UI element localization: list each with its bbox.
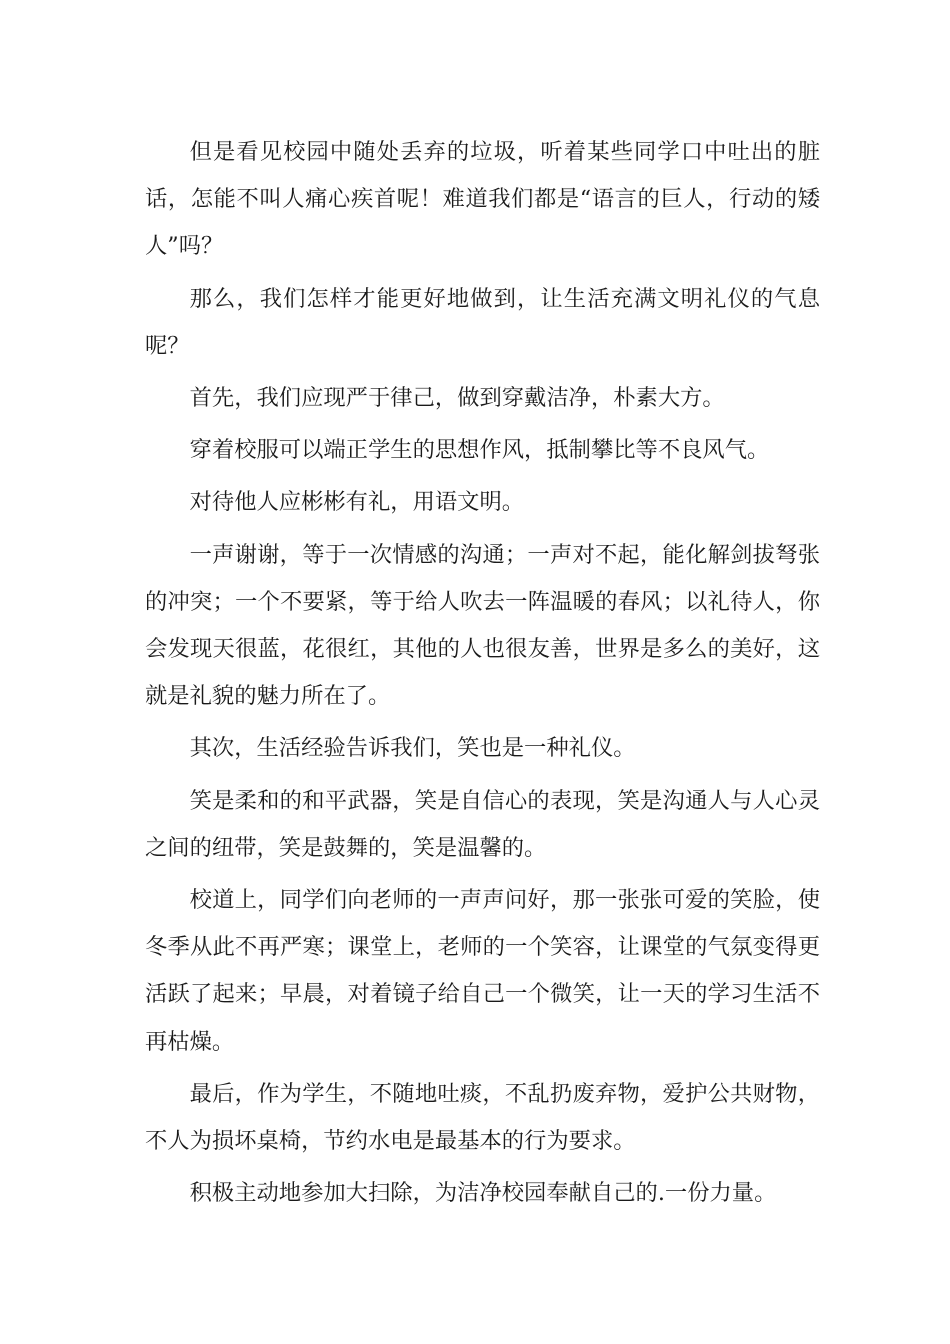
paragraph-6: 一声谢谢，等于一次情感的沟通；一声对不起，能化解剑拔弩张的冲突；一个不要紧，等于给人吹去一阵温暖的春风；以礼待人，你会发现天很蓝，花很红，其他的人也很友善，世界是多么的美好，这就是礼貌的魅力所在了。 [145,541,820,710]
paragraph-2: 那么，我们怎样才能更好地做到，让生活充满文明礼仪的气息呢？ [145,285,820,359]
paragraph-11: 积极主动地参加大扫除，为洁净校园奉献自己的.一份力量。 [189,1180,777,1207]
paragraph-7: 其次，生活经验告诉我们，笑也是一种礼仪。 [189,735,636,762]
paragraph-9: 校道上，同学们向老师的一声声问好，那一张张可爱的笑脸，使冬季从此不再严寒；课堂上，老师的一个笑容，让课堂的气氛变得更活跃了起来；早晨，对着镜子给自己一个微笑，让一天的学习生活不再枯燥。 [145,887,820,1055]
paragraph-3: 首先，我们应现严于律己，做到穿戴洁净，朴素大方。 [189,385,725,412]
paragraph-4: 穿着校服可以端正学生的思想作风，抵制攀比等不良风气。 [189,437,770,464]
paragraph-5: 对待他人应彬彬有礼，用语文明。 [189,489,525,516]
paragraph-8: 笑是柔和的和平武器，笑是自信心的表现，笑是沟通人与人心灵之间的纽带，笑是鼓舞的，笑是温馨的。 [145,787,820,861]
paragraph-10: 最后，作为学生，不随地吐痰，不乱扔废弃物，爱护公共财物，不人为损坏桌椅，节约水电是最基本的行为要求。 [145,1080,820,1155]
paragraph-1: 但是看见校园中随处丢弃的垃圾，听着某些同学口中吐出的脏话，怎能不叫人痛心疾首呢！难道我们都是“语言的巨人，行动的矮人”吗？ [145,139,820,260]
document-body [145,129,820,1217]
